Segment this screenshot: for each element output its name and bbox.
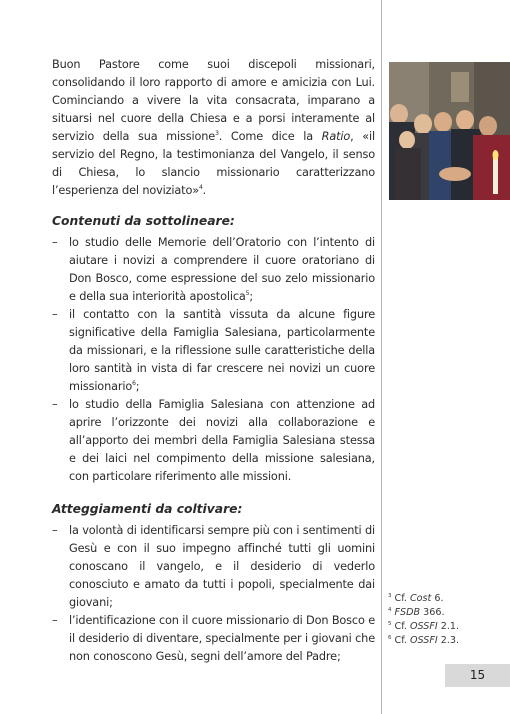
list-item-text: la volontà di identificarsi sempre più con i sentimenti di Gesù e con il suo impegno affinché tutti gli uomini conoscano il vangelo, e il desiderio di vederlo conosciuto e amato da tutti i popoli, specialmente dai giovani; xyxy=(69,524,375,609)
list-item xyxy=(52,522,375,612)
footnote-ref: 4 xyxy=(198,184,203,192)
footnote-text: 2.1. xyxy=(437,621,460,632)
intro-quote: , «il servizio del Regno, la testimonianza del Vangelo, il senso di Chiesa, lo slancio missionario caratterizzano l’esperienza del noviziato» xyxy=(52,130,376,197)
footnote-ref: 6 xyxy=(132,380,136,388)
footnote-text: Cf. xyxy=(394,593,410,604)
main-column xyxy=(52,56,375,666)
footnote-source: Cost xyxy=(409,593,432,604)
intro-paragraph xyxy=(52,56,375,200)
footnote-number: 3 xyxy=(388,592,392,599)
footnote-source: OSSFI xyxy=(409,635,438,646)
footnote-number: 4 xyxy=(388,606,392,613)
list-item-text: l’identificazione con il cuore missionario di Don Bosco e il desiderio di diventare, specialmente per i giovani che non conoscono Gesù, segni dell’amore del Padre; xyxy=(69,614,375,663)
footnote-ref: 5 xyxy=(245,290,250,298)
footnote-text: 6. xyxy=(431,593,444,604)
footnote xyxy=(388,634,506,648)
column-divider xyxy=(381,0,382,714)
intro-text: . xyxy=(202,184,207,197)
list-item xyxy=(52,612,375,666)
list-item-text: ; xyxy=(135,380,140,393)
footnote-number: 5 xyxy=(388,620,392,627)
footnotes xyxy=(388,592,506,648)
list-item-text: lo studio delle Memorie dell’Oratorio con l’intento di aiutare i novizi a comprendere il cuore oratoriano di Don Bosco, come espressione del suo zelo missionario e della sua interiorità apostolica xyxy=(69,236,375,303)
ratio-title: Ratio xyxy=(321,130,351,143)
list-item-text: il contatto con la santità vissuta da alcune figure significative della Famiglia Salesiana, particolarmente da missionari, e la riflessione sulle caratteristiche della loro santità in vista di far crescere nei novizi un cuore missionario xyxy=(69,308,375,393)
footnote xyxy=(388,620,506,634)
section-heading-contenuti: Contenuti da sottolineare: xyxy=(52,214,235,228)
list-item-text: lo studio della Famiglia Salesiana con attenzione ad aprire l’orizzonte dei novizi alla collaborazione e all’apporto dei membri della Famiglia Salesiana stessa e dei laici nel compimento della missione salesiana, con particolare riferimento alle missioni. xyxy=(69,398,375,483)
contenuti-list xyxy=(52,234,375,486)
section-heading-atteggiamenti: Atteggiamenti da coltivare: xyxy=(52,502,243,516)
footnote-source: OSSFI xyxy=(409,621,438,632)
footnote-text: Cf. xyxy=(394,621,410,632)
list-item-text: ; xyxy=(249,290,253,303)
footnote-text: Cf. xyxy=(394,635,410,646)
footnote xyxy=(388,592,506,606)
footnote-text: 2.3. xyxy=(437,635,460,646)
list-item xyxy=(52,306,375,396)
intro-text: Buon Pastore come suoi discepoli missionari, consolidando il loro rapporto di amore e amicizia con Lui. Cominciando a vivere la vita consacrata, imparano a situarsi nel cuore della Chiesa e a porsi interamente al servizio della sua missione xyxy=(52,58,375,143)
atteggiamenti-list xyxy=(52,522,375,666)
footnote-source: FSDB xyxy=(394,607,421,618)
intro-text: . Come dice la xyxy=(218,130,322,143)
footnote xyxy=(388,606,506,620)
group-photo xyxy=(389,62,510,200)
list-item xyxy=(52,234,375,306)
list-item xyxy=(52,396,375,486)
footnote-text: 366. xyxy=(420,607,445,618)
footnote-ref: 3 xyxy=(215,130,219,138)
group-photo-illustration xyxy=(389,62,510,200)
page-number: 15 xyxy=(445,664,510,687)
footnote-number: 6 xyxy=(388,634,392,641)
